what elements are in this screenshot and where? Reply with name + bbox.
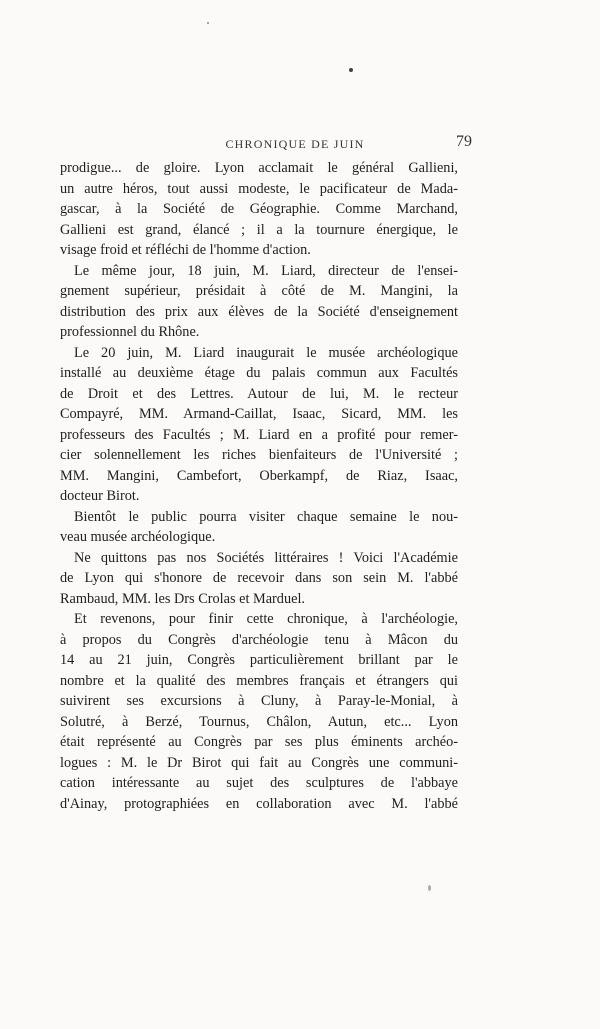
text-line: d'Ainay, protographiées en collaboration avec M. l'abbé [60,795,458,812]
ink-speck [349,68,353,72]
text-line: logues : M. le Dr Birot qui fait au Congrès une communi- [60,754,458,771]
text-line: gnement supérieur, présidait à côté de M. Mangini, la [60,283,458,299]
text-line: Rambaud, MM. les Drs Crolas et Marduel. [60,590,305,607]
text-line: MM. Mangini, Cambefort, Oberkampf, de Riaz, Isaac, [60,467,458,484]
text-line: docteur Birot. [60,488,140,504]
text-line: Le 20 juin, M. Liard inaugurait le musée archéologique [74,344,458,361]
text-line: 14 au 21 juin, Congrès particulièrement brillant par le [60,652,458,668]
page-number: 79 [456,133,472,150]
text-line: était représenté au Congrès par ses plus éminents archéo- [60,734,458,750]
text-line: nombre et la qualité des membres français et étrangers qui [60,672,458,689]
text-line: de Lyon qui s'honore de recevoir dans son sein M. l'abbé [60,570,458,586]
text-line: Compayré, MM. Armand-Caillat, Isaac, Sicard, MM. les [60,406,458,422]
text-line: à propos du Congrès d'archéologie tenu à Mâcon du [60,631,458,648]
text-line: professeurs des Facultés ; M. Liard en a profité pour remer- [60,426,458,443]
text-line: Ne quittons pas nos Sociétés littéraires ! Voici l'Académie [74,549,458,566]
text-line: Solutré, à Berzé, Tournus, Châlon, Autun, etc... Lyon [60,713,458,730]
running-title: CHRONIQUE DE JUIN [225,137,365,151]
text-line: suivirent ses excursions à Cluny, à Paray-le-Monial, à [60,693,458,709]
text-line: Le même jour, 18 juin, M. Liard, directeur de l'ensei- [74,262,458,279]
page-header [60,133,530,157]
body-text [60,158,458,814]
text-line: prodigue... de gloire. Lyon acclamait le général Gallieni, [60,160,458,176]
text-line: gascar, à la Société de Géographie. Comme Marchand, [60,201,458,217]
text-line: de Droit et des Lettres. Autour de lui, M. le recteur [60,385,458,402]
ink-speck [428,885,431,891]
text-line: veau musée archéologique. [60,529,216,545]
text-line: Gallieni est grand, élancé ; il a la tournure énergique, le [60,221,458,238]
text-line: Et revenons, pour finir cette chronique, à l'archéologie, [74,611,458,627]
ink-speck [207,22,209,24]
text-line: distribution des prix aux élèves de la Société d'enseignement [60,303,458,320]
text-line: visage froid et réfléchi de l'homme d'action. [60,242,311,258]
text-line: Bientôt le public pourra visiter chaque semaine le nou- [74,508,458,525]
text-line: cation intéressante au sujet des sculptures de l'abbaye [60,775,458,791]
text-line: cier solennellement les riches bienfaiteurs de l'Université ; [60,447,458,463]
text-line: un autre héros, tout aussi modeste, le pacificateur de Mada- [60,180,458,197]
text-line: professionnel du Rhône. [60,324,200,340]
text-line: installé au deuxième étage du palais commun aux Facultés [60,365,458,381]
